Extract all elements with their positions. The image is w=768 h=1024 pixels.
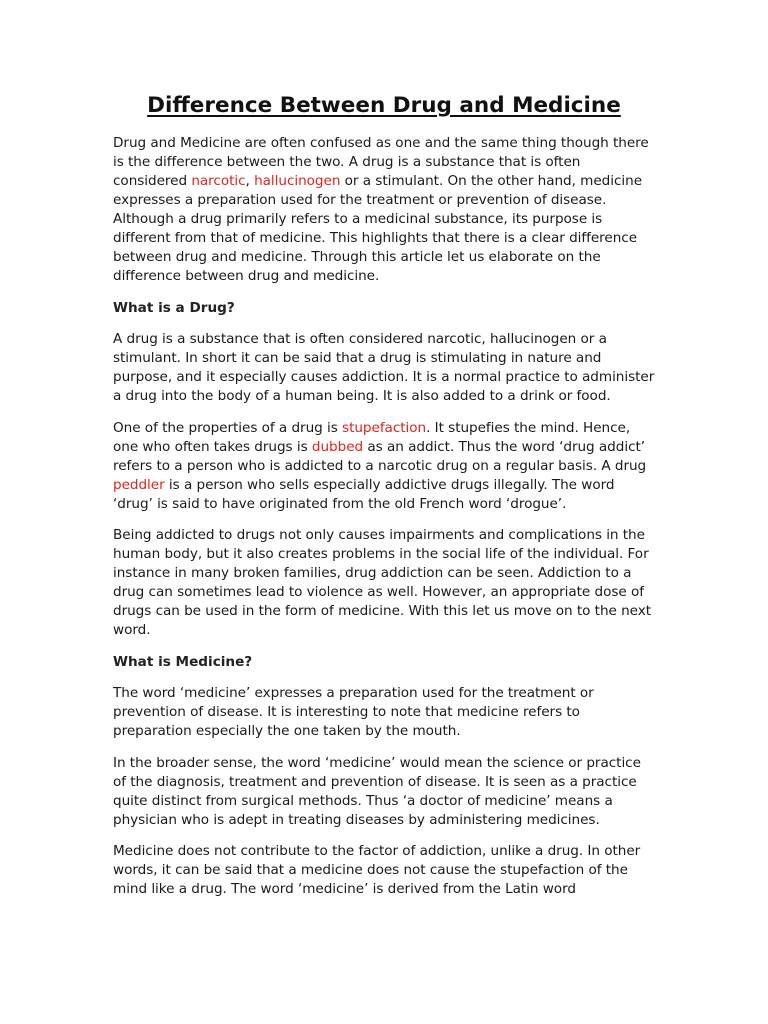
link-narcotic[interactable]: narcotic — [191, 173, 246, 189]
section-heading-medicine: What is Medicine? — [113, 653, 253, 670]
section-heading-drug: What is a Drug? — [113, 299, 235, 316]
intro-separator: , — [245, 173, 255, 189]
intro-text-2: or a stimulant. On the other hand, medicine expresses a preparation used for the treatment or prevention of disease. Although a drug primarily refers to a medicinal substance, its purpose is different from that of medicine. This highlights that there is a clear difference between drug and medicine. Through this article let us elaborate on the difference between drug and medicine. — [113, 173, 643, 284]
link-peddler[interactable]: peddler — [113, 476, 165, 493]
intro-paragraph — [113, 134, 658, 286]
intro-text-1: Drug and Medicine are often confused as one and the same thing though there is the difference between the two. A drug is a substance that is often considered — [113, 135, 649, 189]
medicine-paragraph-2: In the broader sense, the word ‘medicine’ would mean the science or practice of the diagnosis, treatment and prevention of disease. It is seen as a practice quite distinct from surgical methods. Thus ‘a doctor of medicine’ means a physician who is adept in treating diseases by administering medicines. — [113, 754, 641, 828]
drug-p2-text-a: One of the properties of a drug is — [113, 419, 343, 436]
drug-paragraph-1: A drug is a substance that is often considered narcotic, hallucinogen or a stimulant. In short it can be said that a drug is stimulating in nature and purpose, and it especially causes addiction. It is a normal practice to administer a drug into the body of a human being. It is also added to a drink or food. — [113, 331, 655, 404]
drug-paragraph-3: Being addicted to drugs not only causes impairments and complications in the human body, but it also creates problems in the social life of the individual. For instance in many broken families, drug addiction can be seen. Addiction to a drug can sometimes lead to violence as well. However, an appropriate dose of drugs can be used in the form of medicine. With this let us move on to the next word. — [113, 527, 652, 638]
link-stupefaction[interactable]: stupefaction — [342, 419, 427, 436]
link-dubbed[interactable]: dubbed — [311, 438, 364, 455]
drug-paragraph-2 — [113, 419, 658, 514]
document-body — [113, 134, 658, 912]
document-title: Difference Between Drug and Medicine — [147, 93, 621, 118]
link-hallucinogen[interactable]: hallucinogen — [254, 173, 341, 189]
drug-p2-text-c: as an addict. Thus the word ‘drug addict’ refers to a person who is addicted to a narcotic drug on a regular basis. A drug — [113, 438, 647, 474]
drug-p2-text-b: . It stupefies the mind. Hence, one who often takes drugs is — [113, 419, 631, 455]
drug-p2-text-d: is a person who sells especially addictive drugs illegally. The word ‘drug’ is said to have originated from the old French word ‘drogue’. — [113, 476, 615, 512]
medicine-paragraph-1: The word ‘medicine’ expresses a preparation used for the treatment or prevention of disease. It is interesting to note that medicine refers to preparation especially the one taken by the mouth. — [113, 685, 594, 739]
medicine-paragraph-3: Medicine does not contribute to the factor of addiction, unlike a drug. In other words, it can be said that a medicine does not cause the stupefaction of the mind like a drug. The word ‘medicine’ is derived from the Latin word — [113, 843, 641, 897]
